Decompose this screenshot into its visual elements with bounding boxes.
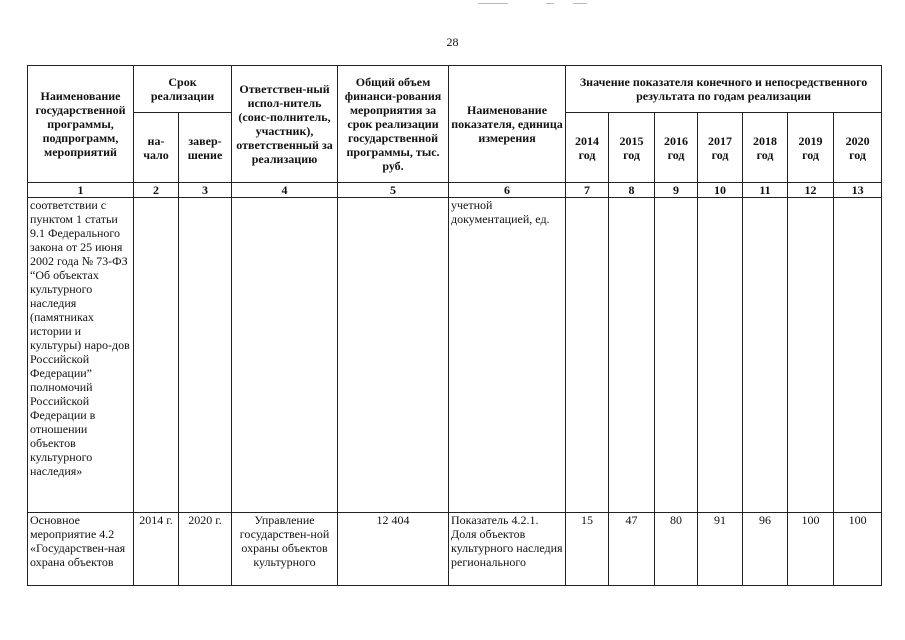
header-values: Значение показателя конечного и непосредственного результата по годам реализации bbox=[566, 66, 882, 113]
indicator-value: 100 bbox=[788, 513, 834, 586]
program-table bbox=[27, 65, 882, 586]
indicator-name: Показатель 4.2.1. Доля объектов культурного наследия регионального bbox=[449, 513, 566, 586]
indicator-value: 15 bbox=[566, 513, 609, 586]
table-row bbox=[28, 198, 882, 513]
header-end: завер-шение bbox=[179, 113, 232, 183]
header-year: 2016 год bbox=[655, 113, 698, 183]
column-number: 12 bbox=[788, 183, 834, 198]
header-term: Срок реализации bbox=[134, 66, 232, 113]
header-year: 2020 год bbox=[834, 113, 882, 183]
header-responsible: Ответствен-ный испол-нитель (соис-полнитель, участник), ответственный за реализацию bbox=[232, 66, 338, 183]
column-number: 11 bbox=[743, 183, 788, 198]
column-number: 13 bbox=[834, 183, 882, 198]
column-number: 8 bbox=[609, 183, 655, 198]
header-year: 2019 год bbox=[788, 113, 834, 183]
table-row bbox=[28, 513, 882, 586]
financing-amount: 12 404 bbox=[338, 513, 449, 586]
column-number: 10 bbox=[698, 183, 743, 198]
measure-name: соответствии с пунктом 1 статьи 9.1 Федерального закона от 25 июня 2002 года № 73-ФЗ “Об объектах культурного наследия (памятниках истории и культуры) наро-дов Российской Федерации” полномочий Российской Федерации в отношении объектов культурного наследия» bbox=[28, 198, 134, 513]
header-year: 2015 год bbox=[609, 113, 655, 183]
header-name: Наименование государственной программы, подпрограмм, мероприятий bbox=[28, 66, 134, 183]
indicator-value: 47 bbox=[609, 513, 655, 586]
column-number: 6 bbox=[449, 183, 566, 198]
column-number: 2 bbox=[134, 183, 179, 198]
measure-name: Основное мероприятие 4.2 «Государствен-ная охрана объектов bbox=[28, 513, 134, 586]
header-year: 2018 год bbox=[743, 113, 788, 183]
indicator-name: учетной документацией, ед. bbox=[449, 198, 566, 513]
column-number: 5 bbox=[338, 183, 449, 198]
start-year: 2014 г. bbox=[134, 513, 179, 586]
header-financing: Общий объем финанси-рования мероприятия за срок реализации государственной программы, тыс. руб. bbox=[338, 66, 449, 183]
header-start: на-чало bbox=[134, 113, 179, 183]
column-number: 3 bbox=[179, 183, 232, 198]
scan-marks bbox=[478, 3, 588, 7]
header-year: 2017 год bbox=[698, 113, 743, 183]
column-number: 4 bbox=[232, 183, 338, 198]
end-year: 2020 г. bbox=[179, 513, 232, 586]
header-indicator: Наименование показателя, единица измерения bbox=[449, 66, 566, 183]
indicator-value: 91 bbox=[698, 513, 743, 586]
page-number: 28 bbox=[446, 35, 459, 49]
indicator-value: 100 bbox=[834, 513, 882, 586]
indicator-value: 80 bbox=[655, 513, 698, 586]
header-year: 2014 год bbox=[566, 113, 609, 183]
column-number: 7 bbox=[566, 183, 609, 198]
indicator-value: 96 bbox=[743, 513, 788, 586]
column-number: 9 bbox=[655, 183, 698, 198]
column-number: 1 bbox=[28, 183, 134, 198]
responsible-executor: Управление государствен-ной охраны объектов культурного bbox=[232, 513, 338, 586]
